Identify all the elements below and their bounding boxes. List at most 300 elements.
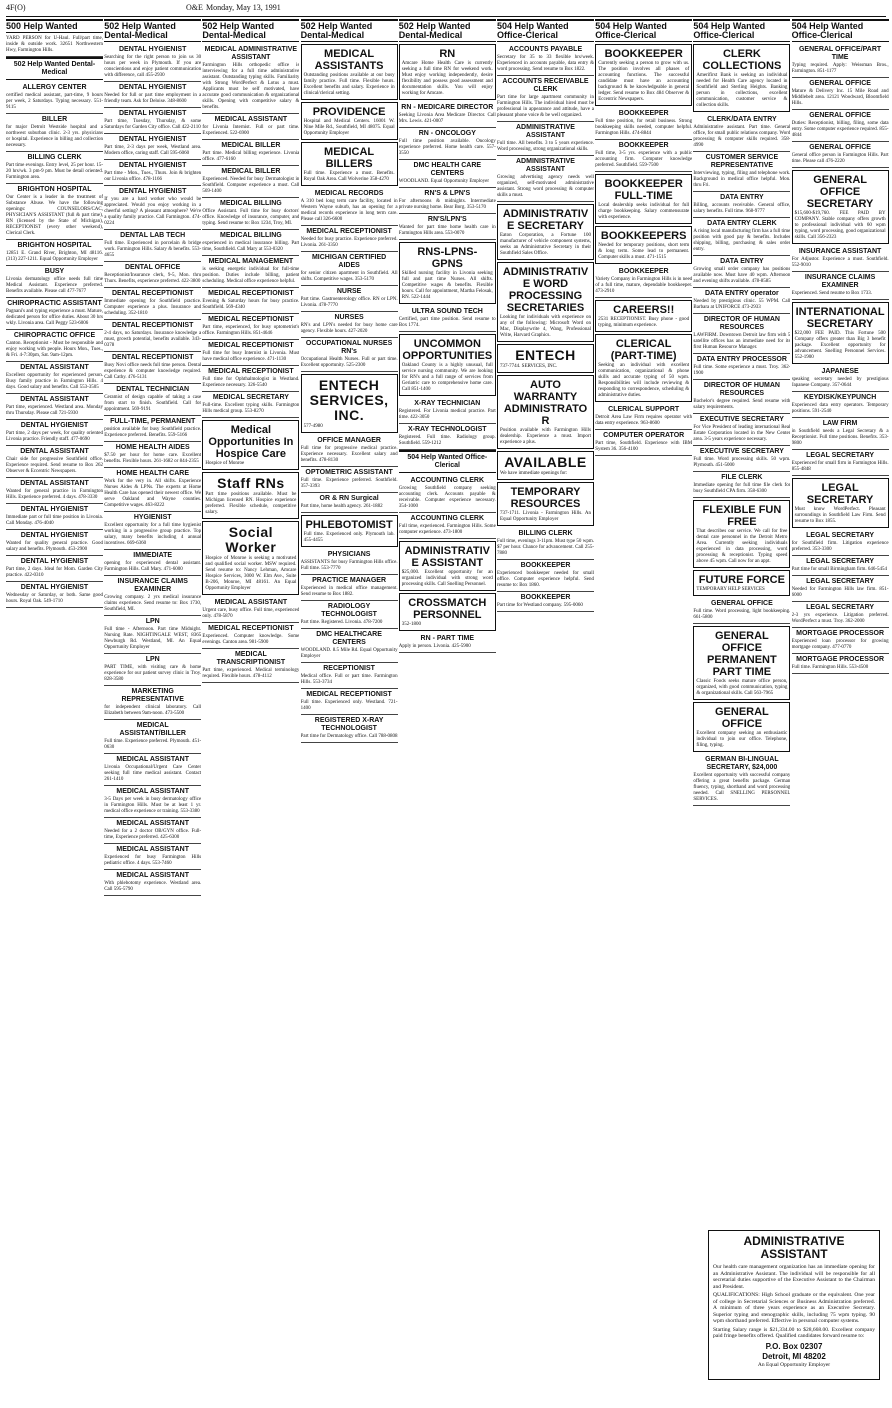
classified-ad bbox=[497, 262, 594, 342]
ad-body: Billing, accounts receivable. General office, salary benefits. Full time. 968-9777 bbox=[693, 203, 791, 214]
ad-title: ULTRA SOUND TECH bbox=[411, 308, 483, 315]
classified-ad bbox=[104, 82, 201, 108]
ad-body: Position available with Farmington Hills dealership. Experience a must. Import experience a plus. bbox=[500, 428, 591, 445]
classified-ad bbox=[693, 256, 790, 288]
classified-ad bbox=[6, 446, 103, 478]
ad-title: DENTAL ASSISTANT bbox=[20, 480, 89, 487]
ad-body: Experienced loan processor for growing mortgage company. 477-0770 bbox=[791, 639, 889, 650]
ad-title: FILE CLERK bbox=[721, 474, 763, 481]
ad-title: ADMINISTRATIVE WORD PROCESSING SECRETARIES bbox=[502, 266, 589, 314]
ad-title: 504 Help Wanted Office-Clerical bbox=[407, 454, 488, 469]
ad-title: GENERAL OFFICE/PART TIME bbox=[798, 46, 882, 61]
ad-body: RN's and LPN's needed for busy home care agency. Flexible hours. 427-2020 bbox=[300, 323, 398, 334]
ad-body: position available for busy Southfield practice. Experience preferred. Benefits. 559-5166 bbox=[104, 427, 202, 438]
ad-body: Full time. Some experience a must. Troy. 362-1900 bbox=[693, 365, 791, 376]
ad-title: OCCUPATIONAL NURSES RN's bbox=[305, 340, 393, 355]
ad-body: Excellent opportunity for experienced person. Busy family practice in Farmington Hills. 4 days. Good salary and benefits. Call 553-3505 bbox=[6, 373, 103, 390]
ad-title: GENERAL OFFICE bbox=[809, 80, 871, 87]
ad-body: Full time for Ophthalmologist in Westland. Experience necessary. 326-5540 bbox=[202, 377, 300, 388]
classified-ad bbox=[104, 320, 201, 352]
ad-body: Part time for small Birmingham firm. 646-5454 bbox=[791, 567, 887, 572]
ad-title: OR & RN Surgical bbox=[319, 495, 379, 502]
ad-body: Part time. Registered. Livonia. 478-7200 bbox=[300, 620, 383, 625]
ad-title: DENTAL ASSISTANT bbox=[20, 364, 89, 371]
ad-title: MEDICAL RECEPTIONIST bbox=[208, 342, 294, 349]
classified-ad bbox=[693, 472, 790, 498]
ad-body: Outstanding positions available at our busy family practice. Full time. Flexible hours. Excellent benefits and salary. Experience in clinical/clerical setting. bbox=[303, 73, 395, 96]
ad-title: DENTAL HYGIENIST bbox=[118, 188, 187, 195]
ad-body: Mature & Delivery Inc. 15 Mile Road and Middlebelt area. 12121 Woodward, Bloomfield Hills. bbox=[791, 89, 889, 106]
ad-title: COMPUTER OPERATOR bbox=[603, 432, 685, 439]
ad-title: HYGIENIST bbox=[133, 514, 172, 521]
ad-title: RN - MEDICARE DIRECTOR bbox=[401, 104, 494, 111]
classified-ad bbox=[693, 218, 790, 256]
ad-body: opening for experienced dental assistant. Farmington Hills. Call Mary. 471-6000 bbox=[104, 561, 202, 572]
ad-body: Full time. All benefits. 3 to 5 years experience. Word processing, strong organizational skills. bbox=[497, 141, 594, 152]
ad-body: Currently seeking a person to grow with us. The position involves all phases of accounting functions. The successful candidate must have an accounting background & be knowledgeable in general ledger. Send resume to Box 484 Observer & Eccentric Newspapers. bbox=[598, 61, 690, 102]
ad-title: INSURANCE CLAIMS EXAMINER bbox=[117, 578, 188, 593]
classified-ad bbox=[6, 298, 103, 330]
ad-body: 737-1711. Livonia - Farmington Hills. An Equal Opportunity Employer bbox=[500, 511, 591, 522]
ad-title: REGISTERED X-RAY TECHNOLOGIST bbox=[314, 717, 384, 732]
ad-body: Detroit Area Law Firm requires operator with data entry experience. 963-8600 bbox=[595, 415, 693, 426]
classified-ad bbox=[399, 593, 496, 631]
ad-title: LPN bbox=[145, 618, 160, 625]
ad-title: MEDICAL ASSISTANT bbox=[116, 820, 189, 827]
ad-body: 12851 E. Grand River, Brighton, MI 48116. (313) 227-1211. Equal Opportunity Employer bbox=[6, 251, 103, 262]
classified-ad bbox=[792, 170, 889, 244]
classified-ad bbox=[693, 414, 790, 446]
classified-ad bbox=[497, 204, 594, 260]
ad-title: MEDICAL RECEPTIONIST bbox=[208, 316, 294, 323]
ad-title: X-RAY TECHNOLOGIST bbox=[408, 426, 487, 433]
ad-body: Immediate opening for full time file clerk for busy Southfield CPA firm. 358-6300 bbox=[693, 483, 791, 494]
classified-ad bbox=[595, 108, 692, 140]
ad-title: DENTAL HYGIENIST bbox=[118, 110, 187, 117]
ad-body: Part time, home health agency. 261-1882 bbox=[300, 504, 383, 509]
classified-ad bbox=[104, 686, 201, 720]
classified-ad bbox=[202, 198, 299, 230]
ad-body: Canton. Receptionist - Must be responsible and enjoy working with people. Hours Mon., Tues., & Fri. 4-7:30pm, Sat. 9am-12pm. bbox=[6, 341, 103, 358]
classified-ad bbox=[202, 230, 299, 256]
ad-title: CHIROPRACTIC ASSISTANT bbox=[7, 300, 102, 307]
ad-title: MORTGAGE PROCESSOR bbox=[796, 656, 885, 663]
ad-title: DENTAL HYGIENIST bbox=[20, 584, 89, 591]
classified-ad bbox=[301, 338, 398, 372]
ad-body: YARD PERSON for U-Haul. Full/part time, inside & outside work. 32651 Northwestern Hwy, Farmington Hills. bbox=[6, 36, 103, 53]
ad-title: GENERAL OFFICE bbox=[711, 600, 773, 607]
ad-title: 502 Help Wanted Dental-Medical bbox=[13, 61, 96, 76]
column-heading: 504 Help Wanted Office-Clerical bbox=[792, 19, 889, 42]
ad-body: Needed for busy practice. Experience preferred. Livonia. 261-3350 bbox=[300, 237, 398, 248]
classified-ad bbox=[792, 110, 889, 142]
ad-body: That describes our service. We call for free dental care personnel in the Detroit Metro Area. Currently seeking individuals experienced in data processing, word processing & receptionist. Typing speed above 45 wpm. Call now for an appt. bbox=[696, 529, 788, 564]
classified-ad bbox=[399, 242, 496, 304]
classified-ad bbox=[301, 44, 398, 100]
ad-body: If you are a hard worker who would be appreciated. Would you enjoy working in a cheerful setting? A pleasant atmosphere? We're a quality family practice. Call Farmington. 474-0224 bbox=[104, 197, 202, 226]
ad-body: Experienced for busy Farmington Hills pediatric office. 4 days. 553-7460 bbox=[104, 855, 202, 866]
classified-ad bbox=[104, 186, 201, 230]
ad-body: LAWFIRM. Downtown Detroit law firm with 5 satellite offices has an immediate need for its first Human Resource Manager. bbox=[693, 333, 791, 350]
ad-body: is seeking energetic individual for full-time position. Duties include billing, patient scheduling. Medical office experience helpful. bbox=[202, 267, 300, 284]
ad-title: INSURANCE ASSISTANT bbox=[798, 248, 882, 255]
ad-title: MEDICAL SECRETARY bbox=[212, 394, 289, 401]
ad-title: MEDICAL BILLER bbox=[221, 168, 281, 175]
ad-body: Evening & Saturday hours for busy practice. Southfield. 569-4340 bbox=[202, 299, 300, 310]
classified-ad bbox=[6, 82, 103, 114]
ad-title: ADMINISTRATIVE ASSISTANT bbox=[516, 124, 575, 139]
column-heading: 504 Help Wanted Office-Clerical bbox=[595, 19, 692, 42]
feature-qualifications: QUALIFICATIONS: High School graduate or the equivalent. One year of college in Secretarial Sciences or Business Administration preferred. A minimum of three years experience as an Executive Secretary. Superior typing and stenographic skills, including 75 wpm typing. 90 wpm shorthand preferred. Effective in personal computer systems. bbox=[713, 1292, 875, 1324]
classified-ad bbox=[202, 649, 299, 683]
ad-body: Busy Novi office needs full time person. Dental experience & computer knowledge required. Call Cathy. 476-5131 bbox=[104, 363, 202, 380]
ad-body: Full time. Experienced only. Westland. 721-1400 bbox=[300, 700, 398, 711]
classified-ad bbox=[301, 435, 398, 467]
ad-body: Chair side for progressive Southfield office. Experience required. Send resume to Box 262 Observer & Eccentric Newspapers. bbox=[6, 457, 103, 474]
classified-ad bbox=[399, 633, 496, 653]
ad-body: Experienced bookkeeper needed for small office. Computer experience helpful. Send resume to: Box 1860. bbox=[497, 571, 594, 588]
classified-ad bbox=[399, 424, 496, 450]
ad-title: ENTECH SERVICES, INC. bbox=[309, 377, 389, 423]
ad-title: ACCOUNTS RECEIVABLE CLERK bbox=[502, 78, 589, 93]
ad-body: Immediate opening for Southfield practice. Computer experience a plus. Insurance and scheduling. 352-1810 bbox=[104, 299, 202, 316]
classified-ad bbox=[399, 128, 496, 160]
classified-ad bbox=[301, 493, 398, 513]
classified-ad bbox=[595, 300, 692, 332]
classified-ad bbox=[399, 160, 496, 188]
ad-body: Receptionist/Insurance clerk, 9-5, Mon. thru Thurs. Benefits, experience preferred. 422-3800 bbox=[104, 273, 202, 284]
ad-title: DATA ENTRY bbox=[720, 258, 764, 265]
classified-ad bbox=[792, 478, 889, 528]
ad-title: LEGAL SECRETARY bbox=[806, 452, 875, 459]
ad-title: PHYSICIANS bbox=[327, 551, 371, 558]
ad-body: for Southfield firm. Litigation experience preferred. 353-3300 bbox=[791, 541, 889, 552]
ad-title: MEDICAL ASSISTANT bbox=[116, 846, 189, 853]
ad-title: GENERAL OFFICE PERMANENT PART TIME bbox=[707, 630, 777, 678]
ad-body: for Livonia Internist. Full or part time. Experienced. 522-6900 bbox=[202, 125, 300, 136]
ad-title: CAREERS!! bbox=[613, 304, 675, 316]
ad-body: Experienced. Send resume to Box 1733. bbox=[791, 291, 872, 296]
ad-title: CROSSMATCH PERSONNEL bbox=[408, 597, 487, 621]
ad-body: Duties: Receptionist, billing, filing, some data entry. Some computer experience required. 855-4844 bbox=[791, 121, 889, 138]
ad-title: LEGAL SECRETARY bbox=[806, 558, 875, 565]
ad-body: Wanted for part time home health care in Farmington Hills area. 553-0070 bbox=[398, 225, 496, 236]
ad-title: CUSTOMER SERVICE REPRESENTATIVE bbox=[705, 154, 779, 169]
ad-title: CLERICAL (PART-TIME) bbox=[610, 338, 677, 362]
ad-body: $25,000. Excellent opportunity for an organized individual with strong word processing skills. Call Snelling Personnel. bbox=[401, 570, 493, 587]
classified-ad bbox=[792, 628, 889, 654]
ad-body: Part time, experienced, for busy optometrist's office. Farmington Hills. 851-4646 bbox=[202, 325, 300, 336]
classified-column bbox=[202, 19, 299, 1404]
ad-body: Wednesday or Saturday, or both. Same good hours. Royal Oak. 549-1710 bbox=[6, 593, 103, 604]
classified-ad bbox=[497, 560, 594, 592]
ad-body: Growing company. 2 yrs medical insurance claims experience. Send resume to: Box 1730, Southfield, MI. bbox=[104, 595, 202, 612]
ad-title: RNS-LPNS-GPNS bbox=[417, 246, 478, 270]
ad-title: CLERK/DATA ENTRY bbox=[707, 116, 777, 123]
ad-title: BILLER bbox=[41, 116, 68, 123]
ad-title: ACCOUNTING CLERK bbox=[410, 477, 485, 484]
ad-title: DENTAL HYGIENIST bbox=[118, 46, 187, 53]
ad-title: ACCOUNTS PAYABLE bbox=[508, 46, 583, 53]
ad-title: DENTAL RECEPTIONIST bbox=[111, 354, 194, 361]
classified-ad bbox=[792, 366, 889, 392]
ad-title: DENTAL RECEPTIONIST bbox=[111, 322, 194, 329]
classified-ad bbox=[693, 500, 790, 568]
classified-ad bbox=[792, 78, 889, 110]
classified-ad bbox=[399, 214, 496, 240]
ad-body: Bachelor's degree required. Send resume with salary requirements. bbox=[693, 399, 791, 410]
ad-title: BOOKKEEPERS bbox=[600, 230, 687, 242]
ad-title: BOOKKEEPER bbox=[618, 110, 669, 117]
classified-ad bbox=[792, 302, 889, 364]
ad-title: BOOKKEEPER bbox=[604, 48, 683, 60]
classified-ad bbox=[6, 394, 103, 420]
classified-ad bbox=[104, 512, 201, 550]
ad-body: Needed by prestigious clinic. 55 WPM. Call Barbara at UNIFORCE 473-2933 bbox=[693, 299, 791, 310]
ad-body: $15,600-$19,760. FEE PAID BY COMPANY. Stable company offers growth to professional individual with 60 wpm typing, word processing, good organizational skills. Call 356-2323 bbox=[794, 211, 886, 240]
classified-ad bbox=[104, 442, 201, 468]
classified-ad bbox=[497, 44, 594, 76]
ad-body: Certified, part time position. Send resume to Box 1774. bbox=[398, 317, 496, 328]
classified-ad bbox=[202, 392, 299, 418]
ad-body: Part time, 2-3 days per week, Westland area. Modern office, caring staff. Call 595-6060 bbox=[104, 145, 202, 156]
classified-column bbox=[399, 19, 496, 1404]
classified-ad bbox=[792, 142, 889, 168]
classified-ad bbox=[595, 140, 692, 172]
ad-title: MEDICAL RECEPTIONIST bbox=[306, 228, 392, 235]
ad-title: RN bbox=[439, 48, 456, 60]
classified-ad bbox=[6, 152, 103, 184]
classified-ad bbox=[792, 576, 889, 602]
column-heading: 500 Help Wanted bbox=[6, 19, 103, 33]
ad-title: DENTAL HYGIENIST bbox=[20, 558, 89, 565]
ad-title: BOOKKEEPER bbox=[618, 268, 669, 275]
ad-title: MEDICAL MANAGEMENT bbox=[208, 258, 294, 265]
classified-ad bbox=[399, 44, 496, 100]
classified-column bbox=[104, 19, 201, 1404]
classified-ad bbox=[301, 286, 398, 312]
page-number: 4F(O) bbox=[6, 3, 26, 12]
classified-ad bbox=[693, 702, 790, 752]
classified-ad bbox=[6, 478, 103, 504]
classified-ad bbox=[202, 140, 299, 166]
ad-body: Ceramist of design capable of taking a case from start to finish. Southfield. Call for appointment. 569-9191 bbox=[104, 395, 202, 412]
ad-body: Livonia Occupational/Urgent Care Center seeking full time medical assistant. Contact 261-1410 bbox=[104, 765, 202, 782]
classified-column bbox=[301, 19, 398, 1404]
classified-ad bbox=[301, 102, 398, 140]
classified-ad bbox=[301, 312, 398, 338]
classified-ad bbox=[104, 818, 201, 844]
ad-body: Must know WordPerfect. Pleasant surroundings in Southfield Law Firm. Send resume to Box 1855. bbox=[794, 507, 886, 524]
classified-ad bbox=[202, 521, 299, 595]
ad-title: NURSES bbox=[334, 314, 364, 321]
ad-title: GENERAL OFFICE bbox=[715, 706, 769, 730]
classified-ad bbox=[792, 392, 889, 418]
ad-body: Full time. Experience preferred. Plymouth. 451-0630 bbox=[104, 739, 202, 750]
classified-ad bbox=[693, 152, 790, 192]
ad-title: OPTOMETRIC ASSISTANT bbox=[305, 469, 393, 476]
ad-title: BRIGHTON HOSPITAL bbox=[17, 186, 92, 193]
classified-ad bbox=[595, 226, 692, 264]
ad-body: 577-4980 bbox=[303, 424, 323, 429]
ad-title: HOME HEALTH AIDES bbox=[115, 444, 190, 451]
classified-column bbox=[693, 19, 790, 1404]
ad-body: for major Detroit Westside hospital and a northwest suburban clinic. 2-3 yrs. physicians or hospital. Experience in billing and collection necessary. bbox=[6, 125, 103, 148]
classified-ad bbox=[104, 844, 201, 870]
paper-name: O&E bbox=[186, 3, 203, 12]
ad-body: Administrative assistant. Part time. General office, for small public relations company. Word processing & computer skills required. 358-4990 bbox=[693, 125, 791, 148]
ad-title: BILLING CLERK bbox=[518, 530, 573, 537]
classified-ad bbox=[693, 754, 790, 806]
ad-body: 352-1800 bbox=[401, 622, 421, 627]
ad-body: Excellent opportunity with successful company offering a great benefits package. German fluency, typing, shorthand and word processing needed. Call SNELLING PERSONNEL SERVICES. bbox=[693, 773, 791, 802]
ad-title: BOOKKEEPER bbox=[520, 594, 571, 601]
ad-body: A 310 bed long term care facility, located in Western Wayne suburb, has an opening for a medical records experience in long term care. Please call 326-6600 bbox=[300, 199, 398, 222]
ad-title: AUTO WARRANTY ADMINISTRATOR bbox=[503, 379, 588, 427]
masthead bbox=[6, 2, 886, 17]
ad-title: ADMINISTRATIVE SECRETARY bbox=[502, 208, 589, 232]
classified-ad bbox=[202, 340, 299, 366]
ad-title: MICHIGAN CERTIFIED AIDES bbox=[311, 254, 387, 269]
ad-body: Part time evenings. Entry level, 25 per hour. 15-20 hrs/wk. 3 pm-9 pm. Must be detail oriented. Farmington area. bbox=[6, 163, 103, 180]
ad-title: BOOKKEEPER bbox=[520, 562, 571, 569]
ad-body: Typing required. Apply: Weissman Bros., Farmington. 851-1177 bbox=[791, 63, 889, 74]
ad-title: BOOKKEEPER bbox=[618, 142, 669, 149]
ad-body: 2531 RECEPTIONIST. Busy phone - good typing, minimum experience. bbox=[598, 317, 690, 328]
ad-body: Full time. Experience a must. Benefits. Royal Oak Area. Call Wolverine 358-4270 bbox=[303, 171, 395, 182]
ad-body: Pagnani's and typing experience a must. Mature, dedicated person for office duties. About 30 hrs wkly. Livonia area. Call Peggy 523-6006 bbox=[6, 309, 103, 326]
ad-body: Full time. Word processing, light bookkeeping. 661-5800 bbox=[693, 609, 791, 620]
ad-title: CHIROPRACTIC OFFICE bbox=[13, 332, 96, 339]
feature-footer: An Equal Opportunity Employer bbox=[757, 1361, 831, 1368]
column-heading: 504 Help Wanted Office-Clerical bbox=[693, 19, 790, 42]
classified-ad bbox=[399, 102, 496, 128]
ad-title: DATA ENTRY PROCESSOR bbox=[696, 356, 787, 363]
classified-ad bbox=[399, 541, 496, 591]
classified-ad bbox=[595, 174, 692, 224]
ad-title: LEGAL SECRETARY bbox=[806, 578, 875, 585]
classified-ad bbox=[399, 334, 496, 396]
ad-title: PHLEBOTOMIST bbox=[305, 519, 393, 531]
ad-body: Our Center is a leader in the treatment of Substance Abuse. We have the following openings: COUNSELORS/CAC, PHYSICIAN'S ASSISTANT (full & part time), RN (licensed by the State of Michigan), RECEPTIONIST (every other weekend), Clerical Clerk. bbox=[6, 195, 103, 236]
ad-title: X-RAY TECHNICIAN bbox=[414, 400, 481, 407]
classified-ad bbox=[693, 598, 790, 624]
classified-ad bbox=[693, 314, 790, 354]
classified-column bbox=[6, 19, 103, 1404]
ad-title: DMC HEALTHCARE CENTERS bbox=[316, 631, 382, 646]
ad-title: NURSE bbox=[336, 288, 362, 295]
ad-body: Experienced in medical office management. Send resume to Box 1882. bbox=[300, 586, 398, 597]
ad-title: RADIOLOGY TECHNOLOGIST bbox=[321, 603, 377, 618]
ad-title: DIRECTOR OF HUMAN RESOURCES bbox=[703, 382, 780, 397]
ad-body: Part time, experienced. Medical terminology required. Flexible hours. 478-4112 bbox=[202, 668, 300, 679]
classified-ad bbox=[6, 114, 103, 152]
ad-body: Full time - Afternoon. Part time Midnight. Nursing Rate. NIGHTINGALE WEST, 8365 Newburgh Rd. Westland, MI. An Equal Opportunity Employer bbox=[104, 627, 202, 650]
ad-title: BUSY bbox=[44, 268, 65, 275]
ad-body: Part time. Gastroenterology office. RN or LPN. Livonia. 478-7770 bbox=[300, 297, 398, 308]
ad-title: RN'S & LPN'S bbox=[424, 190, 471, 197]
ad-title: DENTAL TECHNICIAN bbox=[116, 386, 190, 393]
classified-ad bbox=[301, 663, 398, 689]
ad-title: DMC HEALTH CARE CENTERS bbox=[413, 162, 482, 177]
ad-body: 3-5 Days per week in busy dermatology office in Farmington Hills. Must be at least 1 yr. medical office experience or training. 553-3380 bbox=[104, 797, 202, 814]
ad-title: IMMEDIATE bbox=[133, 552, 173, 559]
classified-ad bbox=[792, 602, 889, 628]
ad-title: LEGAL SECRETARY bbox=[806, 604, 875, 611]
classified-ad bbox=[6, 35, 103, 57]
classified-ad bbox=[497, 528, 594, 560]
classified-ad bbox=[693, 446, 790, 472]
classified-column bbox=[792, 19, 889, 1224]
ad-title: DIRECTOR OF HUMAN RESOURCES bbox=[703, 316, 780, 331]
ad-title: RN - ONCOLOGY bbox=[418, 130, 476, 137]
ad-title: HOME HEALTH CARE bbox=[116, 470, 189, 477]
classified-ad bbox=[693, 288, 790, 314]
ad-body: Full time, 3-5 yrs. experience with a public accounting firm. Computer knowledge preferred. Southfield. 559-7500 bbox=[595, 151, 693, 168]
classified-ad bbox=[595, 334, 692, 402]
ad-title: LEGAL SECRETARY bbox=[806, 532, 875, 539]
classified-ad bbox=[792, 530, 889, 556]
ad-body: Full time position, for retail business. Strong bookkeeping skills needed, computer helpful. Farmington Hills. 474-8844 bbox=[595, 119, 693, 136]
ad-title: MEDICAL TRANSCRIPTIONIST bbox=[216, 651, 286, 666]
ad-body: Farmington Hills orthopedic office is interviewing for a full time administrative assistant. Outstanding typing skills. Familiarity with Strong WordPerfect & Lotus a must. Applicants must be self motivated, have accurate good communication & organizational skills. Opening with competitive salary & benefits. bbox=[202, 63, 300, 110]
classified-ad bbox=[595, 430, 692, 456]
ad-body: Part time, Tuesday, Thursday, & some Saturdays for Garden City office. Call 422-2110 bbox=[104, 119, 202, 130]
classified-ad bbox=[497, 451, 594, 480]
classified-ad bbox=[202, 44, 299, 114]
ad-title: MORTGAGE PROCESSOR bbox=[796, 630, 885, 637]
ad-title: INSURANCE CLAIMS EXAMINER bbox=[804, 274, 876, 289]
classified-ad bbox=[6, 362, 103, 394]
feature-address-line2: Detroit, MI 48202 bbox=[762, 1351, 826, 1361]
ad-body: Needed for Farmington Hills law firm. 851-6000 bbox=[791, 587, 889, 598]
classified-ad bbox=[104, 870, 201, 896]
ad-body: Part time for Dermatology office. Call 788-0808 bbox=[300, 734, 398, 739]
classified-ad bbox=[104, 576, 201, 616]
ad-title: TEMPORARY RESOURCES bbox=[510, 486, 581, 510]
ad-body: Part time - Mon., Tues., Thurs. Join & brighten our Livonia office. 478-1166 bbox=[104, 171, 202, 182]
feature-address-line1: P.O. Box 02307 bbox=[765, 1341, 823, 1351]
ad-title: ACCOUNTING CLERK bbox=[410, 515, 485, 522]
ad-body: Urgent care, busy office. Full time, experienced only. 478-5870 bbox=[202, 608, 300, 619]
classified-ad bbox=[399, 475, 496, 513]
classified-ad bbox=[6, 420, 103, 446]
ad-body: Searching for the right person to join us 30 hours per week in Plymouth. If you are conscientious and enjoy patient communication with difference, call 455-2930 bbox=[104, 55, 202, 78]
classified-ad bbox=[301, 188, 398, 226]
ad-title: MEDICAL ASSISTANT bbox=[116, 756, 189, 763]
classified-ad bbox=[399, 398, 496, 424]
ad-title: EXECUTIVE SECRETARY bbox=[699, 416, 784, 423]
classified-ad bbox=[6, 57, 103, 80]
ad-body: Part time for Westland company. 595-0060 bbox=[497, 603, 583, 608]
ad-body: Skilled nursing facility in Livonia seeking full and part time Nurses. All shifts. Competitive wages & benefits. Flexible hours. Call for appointment, Martha Felosak, RN. 522-1444 bbox=[401, 271, 493, 300]
classified-ad bbox=[6, 240, 103, 266]
classified-ad bbox=[792, 450, 889, 476]
ad-title: AVAILABLE bbox=[504, 454, 587, 470]
ad-title: DENTAL ASSISTANT bbox=[20, 448, 89, 455]
ad-title: MEDICAL RECEPTIONIST bbox=[208, 368, 294, 375]
classified-ad bbox=[104, 108, 201, 134]
ad-title: MEDICAL RECORDS bbox=[314, 190, 384, 197]
ad-title: MEDICAL ADMINISTRATIVE ASSISTANT bbox=[204, 46, 298, 61]
ad-title: CLERICAL SUPPORT bbox=[608, 406, 680, 413]
classified-ad bbox=[693, 380, 790, 414]
ad-title: LPN bbox=[145, 656, 160, 663]
ad-body: Full time. Experienced in porcelain & bridge work. Farmington Hills. Salary & benefits. 553-4655 bbox=[104, 241, 202, 258]
classified-ad bbox=[497, 122, 594, 156]
ad-body: General office person in Farmington Hills. Part time. Please call 476-2220 bbox=[791, 153, 889, 164]
classified-ad bbox=[104, 230, 201, 262]
